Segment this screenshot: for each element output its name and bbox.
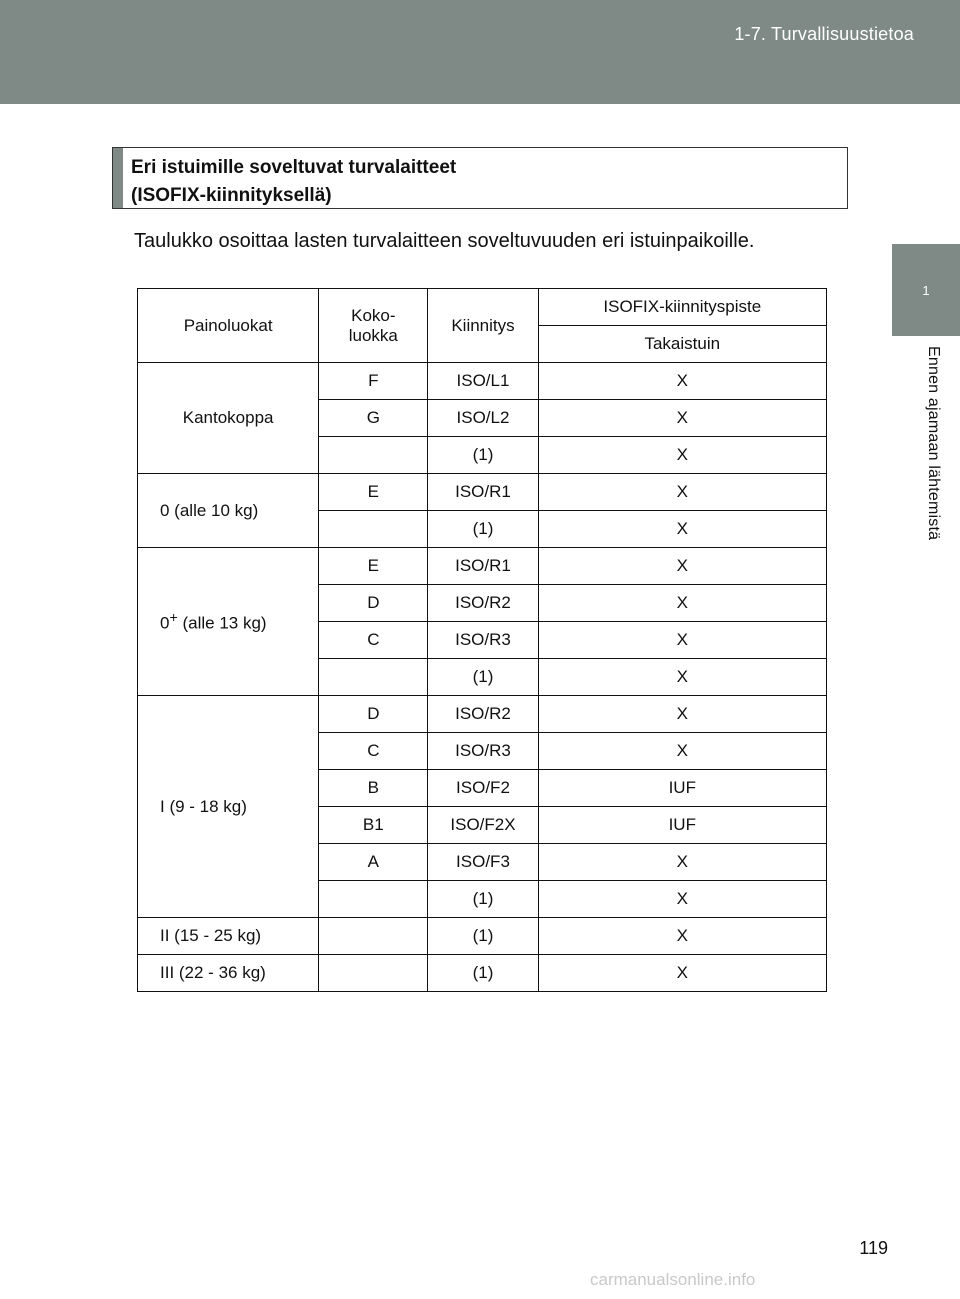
weight-class-cell (138, 696, 319, 918)
size-class-cell: C (319, 622, 428, 659)
size-class-cell: G (319, 400, 428, 437)
attachment-cell: ISO/F2X (428, 807, 538, 844)
attachment-cell: (1) (428, 955, 538, 992)
weight-class-label: II (15 - 25 kg) (160, 926, 262, 945)
size-class-cell (319, 881, 428, 918)
rear-seat-cell: X (538, 511, 826, 548)
chapter-number: 1 (922, 282, 930, 298)
weight-class-cell (138, 955, 319, 992)
weight-class-cell (138, 363, 319, 474)
table-row (138, 363, 827, 400)
attachment-cell: ISO/R2 (428, 585, 538, 622)
size-class-cell: E (319, 548, 428, 585)
size-class-cell: F (319, 363, 428, 400)
weight-class-label: III (22 - 36 kg) (160, 963, 266, 982)
heading-text (131, 154, 456, 210)
rear-seat-cell: X (538, 881, 826, 918)
attachment-cell: ISO/L1 (428, 363, 538, 400)
rear-seat-cell: X (538, 437, 826, 474)
intro-paragraph: Taulukko osoittaa lasten turvalaitteen soveltuvuuden eri istuinpaikoille. (134, 230, 755, 252)
weight-class-cell (138, 548, 319, 696)
header-koko-line1: Koko- (351, 305, 396, 325)
rear-seat-cell: IUF (538, 770, 826, 807)
table-row (138, 955, 827, 992)
subsection-heading (112, 147, 848, 209)
header-takaistuin: Takaistuin (538, 326, 826, 363)
attachment-cell: ISO/R3 (428, 733, 538, 770)
weight-class-label: 0 (alle 10 kg) (160, 500, 259, 520)
chapter-title: Ennen ajamaan lähtemistä (925, 346, 942, 541)
attachment-cell: (1) (428, 881, 538, 918)
table-row (138, 474, 827, 511)
header-kokoluokka (319, 289, 428, 363)
weight-class-cell (138, 918, 319, 955)
size-class-cell (319, 955, 428, 992)
attachment-cell: ISO/R3 (428, 622, 538, 659)
heading-line-1: Eri istuimille soveltuvat turvalaitteet (131, 157, 457, 178)
weight-class-superscript: + (169, 609, 178, 626)
table-header-row (138, 289, 827, 326)
size-class-cell: A (319, 844, 428, 881)
attachment-cell: ISO/F2 (428, 770, 538, 807)
size-class-cell: B1 (319, 807, 428, 844)
rear-seat-cell: X (538, 622, 826, 659)
table-row (138, 918, 827, 955)
rear-seat-cell: IUF (538, 807, 826, 844)
attachment-cell: ISO/R1 (428, 548, 538, 585)
table-row (138, 696, 827, 733)
size-class-cell (319, 511, 428, 548)
rear-seat-cell: X (538, 918, 826, 955)
table-row (138, 548, 827, 585)
attachment-cell: (1) (428, 659, 538, 696)
chapter-tab (892, 244, 960, 336)
rear-seat-cell: X (538, 955, 826, 992)
rear-seat-cell: X (538, 363, 826, 400)
size-class-cell: C (319, 733, 428, 770)
attachment-cell: ISO/R1 (428, 474, 538, 511)
weight-class-suffix: (alle 13 kg) (177, 613, 267, 633)
size-class-cell: D (319, 696, 428, 733)
size-class-cell: D (319, 585, 428, 622)
heading-accent-bar (113, 148, 123, 208)
rear-seat-cell: X (538, 585, 826, 622)
weight-class-cell (138, 474, 319, 548)
rear-seat-cell: X (538, 400, 826, 437)
page-number: 119 (859, 1238, 888, 1258)
weight-class-label: Kantokoppa (182, 408, 274, 427)
rear-seat-cell: X (538, 474, 826, 511)
size-class-cell (319, 918, 428, 955)
rear-seat-cell: X (538, 844, 826, 881)
header-kiinnitys: Kiinnitys (428, 289, 538, 363)
header-painoluokat: Painoluokat (138, 289, 319, 363)
size-class-cell (319, 659, 428, 696)
attachment-cell: ISO/R2 (428, 696, 538, 733)
rear-seat-cell: X (538, 733, 826, 770)
isofix-table (137, 288, 827, 992)
top-header-bar (0, 0, 960, 104)
weight-class-label: 0 (160, 613, 170, 633)
section-title: 1-7. Turvallisuustietoa (734, 24, 914, 44)
size-class-cell: E (319, 474, 428, 511)
size-class-cell: B (319, 770, 428, 807)
size-class-cell (319, 437, 428, 474)
attachment-cell: ISO/L2 (428, 400, 538, 437)
rear-seat-cell: X (538, 548, 826, 585)
rear-seat-cell: X (538, 659, 826, 696)
heading-line-2: (ISOFIX-kiinnityksellä) (131, 185, 332, 206)
attachment-cell: ISO/F3 (428, 844, 538, 881)
weight-class-label: I (9 - 18 kg) (160, 796, 247, 816)
rear-seat-cell: X (538, 696, 826, 733)
attachment-cell: (1) (428, 437, 538, 474)
header-isofix: ISOFIX-kiinnityspiste (538, 289, 826, 326)
attachment-cell: (1) (428, 511, 538, 548)
watermark: carmanualsonline.info (590, 1270, 756, 1289)
header-koko-line2: luokka (348, 325, 398, 345)
attachment-cell: (1) (428, 918, 538, 955)
